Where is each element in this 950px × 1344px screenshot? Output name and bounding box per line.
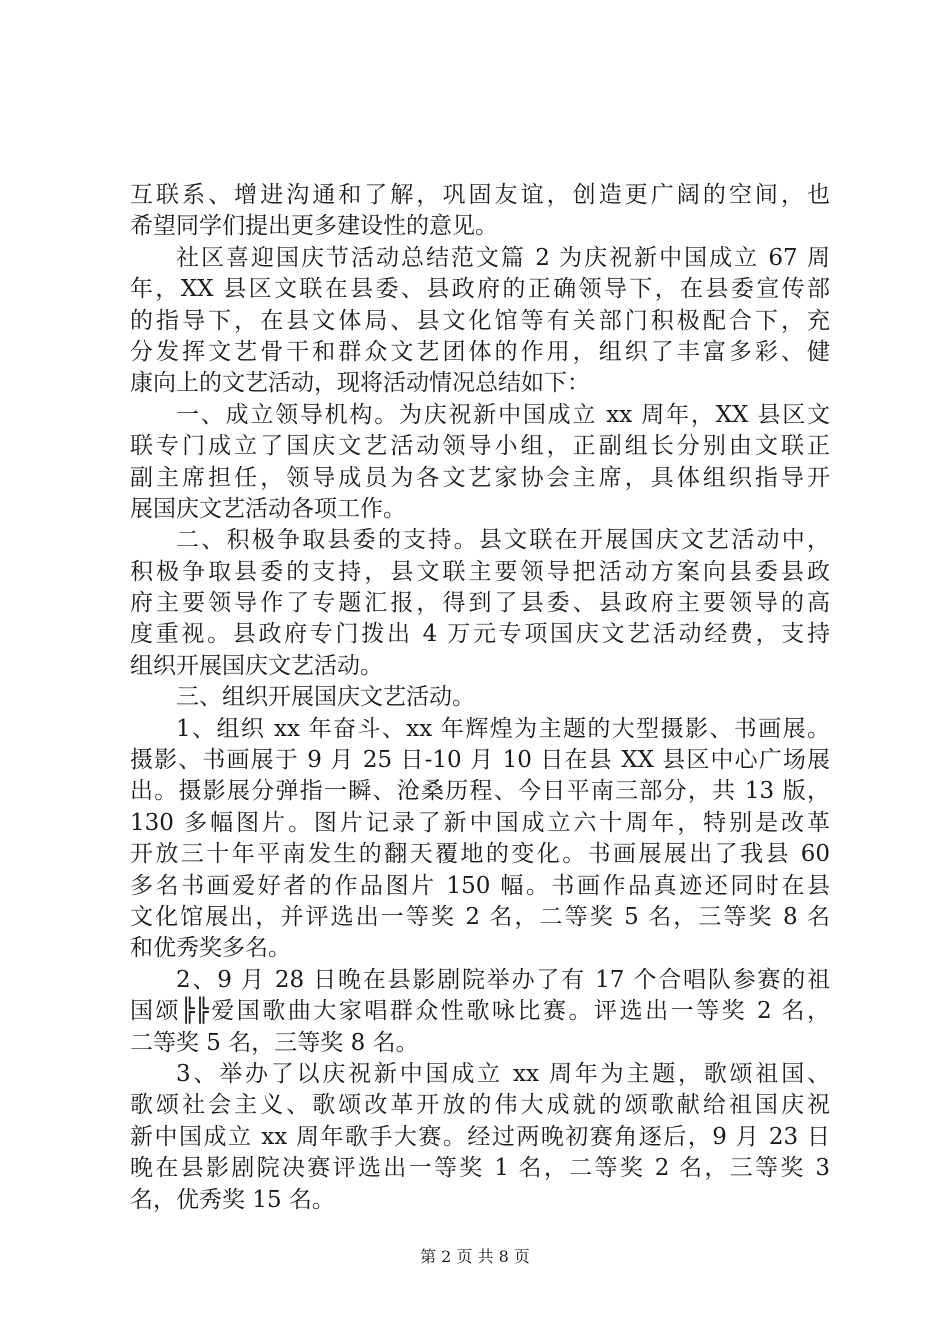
- text-line: 互联系、增进沟通和了解，巩固友谊，创造更广阔的空间，也: [130, 182, 830, 208]
- document-body: [130, 180, 830, 1216]
- text-line: 名，优秀奖 15 名。: [130, 1186, 335, 1213]
- page-footer: [0, 1244, 950, 1267]
- text-line: 2、9 月 28 日晚在县影剧院举办了有 17 个合唱队参赛的祖: [176, 966, 830, 993]
- text-line: 二等奖 5 名，三等奖 8 名。: [130, 1029, 419, 1056]
- text-line: 歌颂社会主义、歌颂改革开放的伟大成就的颂歌献给祖国庆祝: [130, 1092, 830, 1119]
- text-line: 展国庆文艺活动各项工作。: [130, 495, 406, 522]
- text-line: 希望同学们提出更多建设性的意见。: [130, 213, 498, 240]
- text-line: 多名书画爱好者的作品图片 150 幅。书画作品真迹还同时在县: [130, 872, 830, 899]
- text-line: 1、组织 xx 年奋斗、xx 年辉煌为主题的大型摄影、书画展。: [176, 715, 830, 742]
- text-line: 3、举办了以庆祝新中国成立 xx 周年为主题，歌颂祖国、: [176, 1060, 830, 1087]
- text-line: 二、积极争取县委的支持。县文联在开展国庆文艺活动中，: [176, 527, 830, 554]
- text-line: 度重视。县政府专门拨出 4 万元专项国庆文艺活动经费，支持: [130, 621, 830, 648]
- text-line: 和优秀奖多名。: [130, 935, 291, 962]
- text-line: 开放三十年平南发生的翻天覆地的变化。书画展展出了我县 60: [130, 841, 830, 868]
- text-line: 130 多幅图片。图片记录了新中国成立六十周年，特别是改革: [130, 809, 830, 836]
- text-line: 晚在县影剧院决赛评选出一等奖 1 名，二等奖 2 名，三等奖 3: [130, 1155, 830, 1182]
- text-line: 年，XX 县区文联在县委、县政府的正确领导下，在县委宣传部: [130, 276, 830, 303]
- text-line: 文化馆展出，并评选出一等奖 2 名，二等奖 5 名，三等奖 8 名: [130, 903, 830, 930]
- text-line: 府主要领导作了专题汇报，得到了县委、县政府主要领导的高: [130, 590, 830, 617]
- text-line: 组织开展国庆文艺活动。: [130, 652, 383, 679]
- page-number-label: 第 2 页 共 8 页: [420, 1247, 530, 1266]
- text-line: 康向上的文艺活动，现将活动情况总结如下：: [130, 370, 590, 397]
- text-line: 积极争取县委的支持，县文联主要领导把活动方案向县委县政: [130, 558, 830, 585]
- text-line: 出。摄影展分弹指一瞬、沧桑历程、今日平南三部分，共 13 版，: [130, 778, 830, 805]
- text-line: 社区喜迎国庆节活动总结范文篇 2 为庆祝新中国成立 67 周: [176, 244, 830, 271]
- text-line: 的指导下，在县文体局、县文化馆等有关部门积极配合下，充: [130, 307, 830, 334]
- text-line: 联专门成立了国庆文艺活动领导小组，正副组长分别由文联正: [130, 433, 830, 460]
- text-line: 国颂╠╠爱国歌曲大家唱群众性歌咏比赛。评选出一等奖 2 名，: [130, 998, 830, 1025]
- text-line: 摄影、书画展于 9 月 25 日-10 月 10 日在县 XX 县区中心广场展: [130, 747, 830, 774]
- text-line: 三、组织开展国庆文艺活动。: [176, 684, 475, 711]
- text-line: 分发挥文艺骨干和群众文艺团体的作用，组织了丰富多彩、健: [130, 338, 830, 365]
- text-line: 新中国成立 xx 周年歌手大赛。经过两晚初赛角逐后，9 月 23 日: [130, 1123, 830, 1150]
- text-line: 一、成立领导机构。为庆祝新中国成立 xx 周年，XX 县区文: [176, 401, 830, 428]
- text-line: 副主席担任，领导成员为各文艺家协会主席，具体组织指导开: [130, 464, 830, 491]
